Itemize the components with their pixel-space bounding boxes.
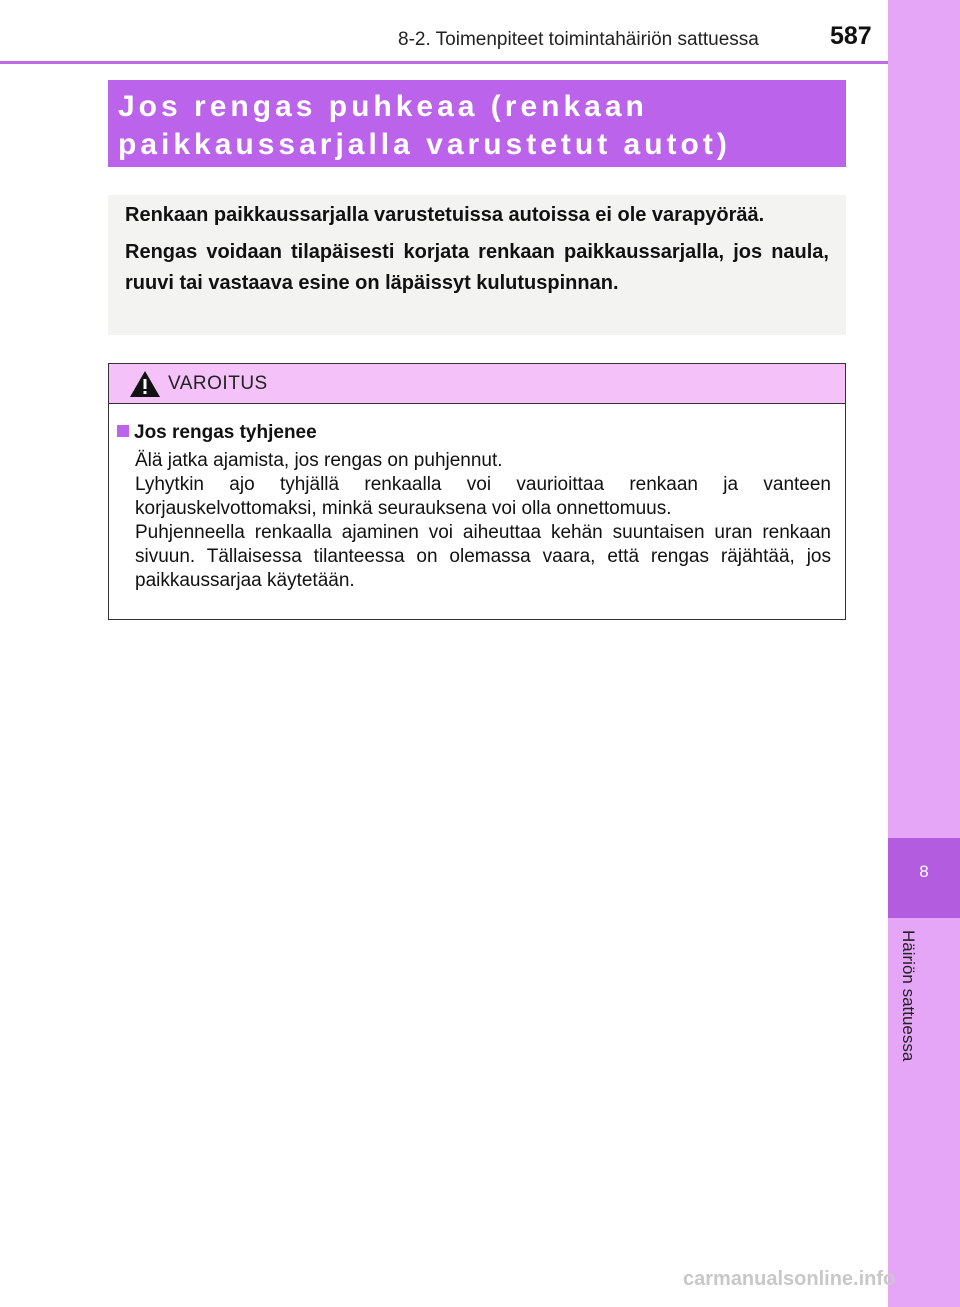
warning-body <box>117 421 831 593</box>
section-heading-line2: paikkaussarjalla varustetut autot) <box>118 128 731 161</box>
chapter-label: Häiriön sattuessa <box>899 930 918 1062</box>
summary-paragraph-2: Rengas voidaan tilapäisesti korjata renkaan paikkaussarjalla, jos naula, ruuvi tai vastaava esine on läpäissyt kulutuspinnan. <box>125 241 829 294</box>
header-rule <box>0 61 888 64</box>
summary-paragraph-1: Renkaan paikkaussarjalla varustetuissa autoissa ei ole varapyörää. <box>125 204 765 226</box>
side-chapter-marker <box>888 838 960 918</box>
warning-header <box>109 364 845 404</box>
page-number: 587 <box>830 22 872 50</box>
warning-line-3: Puhjenneella renkaalla ajaminen voi aiheuttaa kehän suuntaisen uran renkaan sivuun. Tällaisessa tilanteessa on olemassa vaara, että rengas räjähtää, jos paikkaussarjaa käytetään. <box>135 522 831 591</box>
warning-item-title: Jos rengas tyhjenee <box>134 422 317 443</box>
warning-triangle-icon <box>129 370 161 398</box>
warning-line-1: Älä jatka ajamista, jos rengas on puhjennut. <box>135 450 503 471</box>
summary-box <box>108 195 846 335</box>
section-heading <box>108 80 846 167</box>
watermark: carmanualsonline.info <box>683 1268 896 1290</box>
warning-item-title-row <box>117 421 831 445</box>
header-title: 8-2. Toimenpiteet toimintahäiriön sattuessa <box>398 29 759 50</box>
warning-line-2: Lyhytkin ajo tyhjällä renkaalla voi vaurioittaa renkaan ja vanteen korjauskelvottomaksi, minkä seurauksena voi olla onnettomuus. <box>135 474 831 519</box>
bullet-square-icon <box>117 425 129 437</box>
section-heading-line1: Jos rengas puhkeaa (renkaan <box>118 90 648 123</box>
chapter-number: 8 <box>919 862 929 881</box>
warning-box <box>108 363 846 620</box>
side-tab <box>888 0 960 1307</box>
warning-text <box>135 449 831 593</box>
warning-label: VAROITUS <box>168 373 268 394</box>
